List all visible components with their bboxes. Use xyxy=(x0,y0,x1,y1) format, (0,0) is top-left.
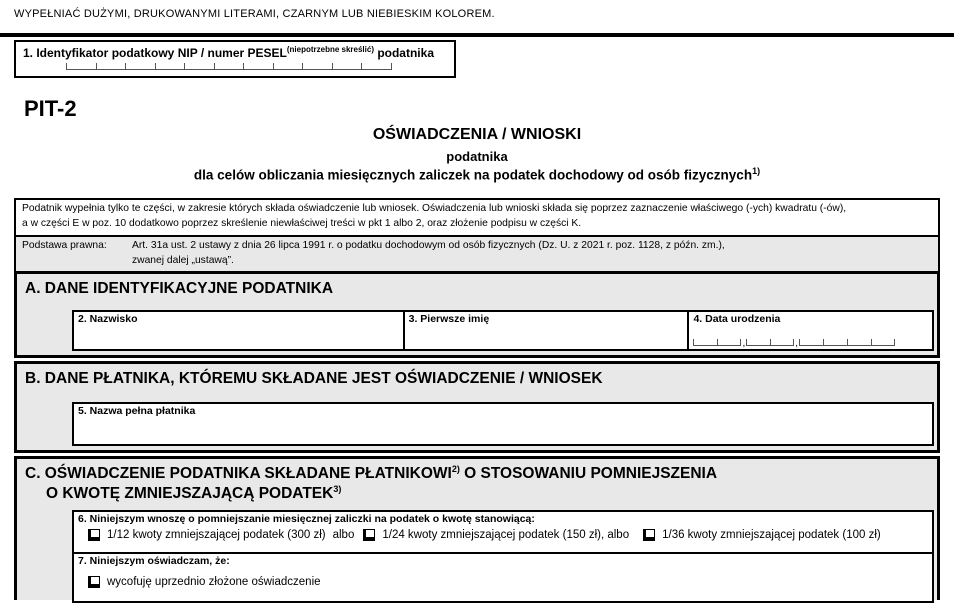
option-1-36-label: 1/36 kwoty zmniejszającej podatek (100 zł) xyxy=(662,529,881,541)
nip-pesel-input-ruler[interactable] xyxy=(66,63,392,70)
footnote-ref-2: 2) xyxy=(451,464,460,474)
field-5-box[interactable] xyxy=(72,402,934,446)
birth-date-input-ruler[interactable] xyxy=(693,338,924,349)
date-separator: , xyxy=(795,338,799,349)
form-subtitle-2: dla celów obliczania miesięcznych zaliczek na podatek dochodowy od osób fizycznych$^{1)}$ xyxy=(193,166,761,183)
section-b-title: B. DANE PŁATNIKA, KTÓREMU SKŁADANE JEST OŚWIADCZENIE / WNIOSEK xyxy=(25,370,603,387)
info-line-1: Podatnik wypełnia tylko te części, w zakresie których składa oświadczenie lub wniosek. Oświadczenia lub wnioski składa się poprzez zaznaczenie właściwego (-ych) kwadratu (-ów), xyxy=(22,203,847,214)
section-c xyxy=(14,456,940,600)
field-6-label: 6. Niniejszym wnoszę o pomniejszanie miesięcznej zaliczki na podatek o kwotę stanowiącą: xyxy=(78,513,535,525)
option-connector-albo: albo xyxy=(332,529,355,541)
field-3-label: 3. Pierwsze imię xyxy=(408,313,490,325)
fill-instruction-note: WYPEŁNIAĆ DUŻYMI, DRUKOWANYMI LITERAMI, CZARNYM LUB NIEBIESKIM KOLOREM. xyxy=(14,8,495,20)
field-4-label: 4. Data urodzenia xyxy=(693,313,781,325)
legal-basis-text xyxy=(132,239,725,269)
section-c-title: C. OŚWIADCZENIE PODATNIKA SKŁADANE PŁATNIKOWI$^{2)}$ O STOSOWANIU POMNIEJSZENIA O KWOTĘ ZMNIEJSZAJĄCĄ PODATEK$^{3)}$ xyxy=(25,464,718,502)
form-code: PIT-2 xyxy=(24,96,77,121)
section-b xyxy=(14,361,940,453)
info-box xyxy=(14,198,940,275)
checkbox-1-36[interactable] xyxy=(643,529,655,541)
field-2-box[interactable] xyxy=(74,312,403,349)
legal-basis-line-2: zwanej dalej „ustawą”. xyxy=(132,254,234,266)
field-7-option-row xyxy=(74,567,932,588)
field-7-box xyxy=(72,552,934,603)
info-line-2: a w części E w poz. 10 dodatkowo poprzez skreślenie niewłaściwej treści w pkt 1 albo 2, oraz złożenie podpisu w części K. xyxy=(22,217,582,229)
withdraw-statement-label: wycofuję uprzednio złożone oświadczenie xyxy=(107,576,321,588)
checkbox-1-12[interactable] xyxy=(88,529,100,541)
legal-basis-row xyxy=(16,235,938,273)
date-separator: , xyxy=(742,338,746,349)
checkbox-withdraw-statement[interactable] xyxy=(88,576,100,588)
form-title: OŚWIADCZENIA / WNIOSKI xyxy=(372,126,582,143)
option-1-12-label: 1/12 kwoty zmniejszającej podatek (300 zł) xyxy=(107,529,326,541)
field-6-box xyxy=(72,510,934,554)
field-3-box[interactable] xyxy=(403,312,688,349)
form-subtitle: podatnika xyxy=(446,149,508,164)
option-1-24-label: 1/24 kwoty zmniejszającej podatek (150 zł), albo xyxy=(382,529,630,541)
field-1-label xyxy=(16,42,454,60)
field-5-label: 5. Nazwa pełna płatnika xyxy=(78,405,196,417)
info-paragraph xyxy=(16,200,938,235)
section-a xyxy=(14,271,940,358)
field-1-label-main: 1. Identyfikator podatkowy NIP / numer PESEL xyxy=(23,46,287,60)
top-divider-rule xyxy=(0,33,954,37)
field-1-label-sup: (niepotrzebne skreślić) xyxy=(286,45,374,54)
field-4-box[interactable] xyxy=(687,312,932,349)
field-2-label: 2. Nazwisko xyxy=(78,313,138,325)
checkbox-1-24[interactable] xyxy=(363,529,375,541)
field-6-options-row xyxy=(74,525,932,541)
legal-basis-line-1: Art. 31a ust. 2 ustawy z dnia 26 lipca 1991 r. o podatku dochodowym od osób fizycznych (Dz. U. z 2021 r. poz. 1128, z późn. zm.), xyxy=(132,239,725,251)
field-1-label-suffix: podatnika xyxy=(373,46,434,60)
legal-basis-label: Podstawa prawna: xyxy=(22,239,107,251)
field-1-box xyxy=(14,40,456,78)
footnote-ref-1: 1) xyxy=(752,166,761,176)
section-a-fields-row xyxy=(72,310,934,351)
section-a-title: A. DANE IDENTYFIKACYJNE PODATNIKA xyxy=(25,280,334,297)
field-7-label: 7. Niniejszym oświadczam, że: xyxy=(78,555,230,567)
footnote-ref-3: 3) xyxy=(333,483,342,494)
